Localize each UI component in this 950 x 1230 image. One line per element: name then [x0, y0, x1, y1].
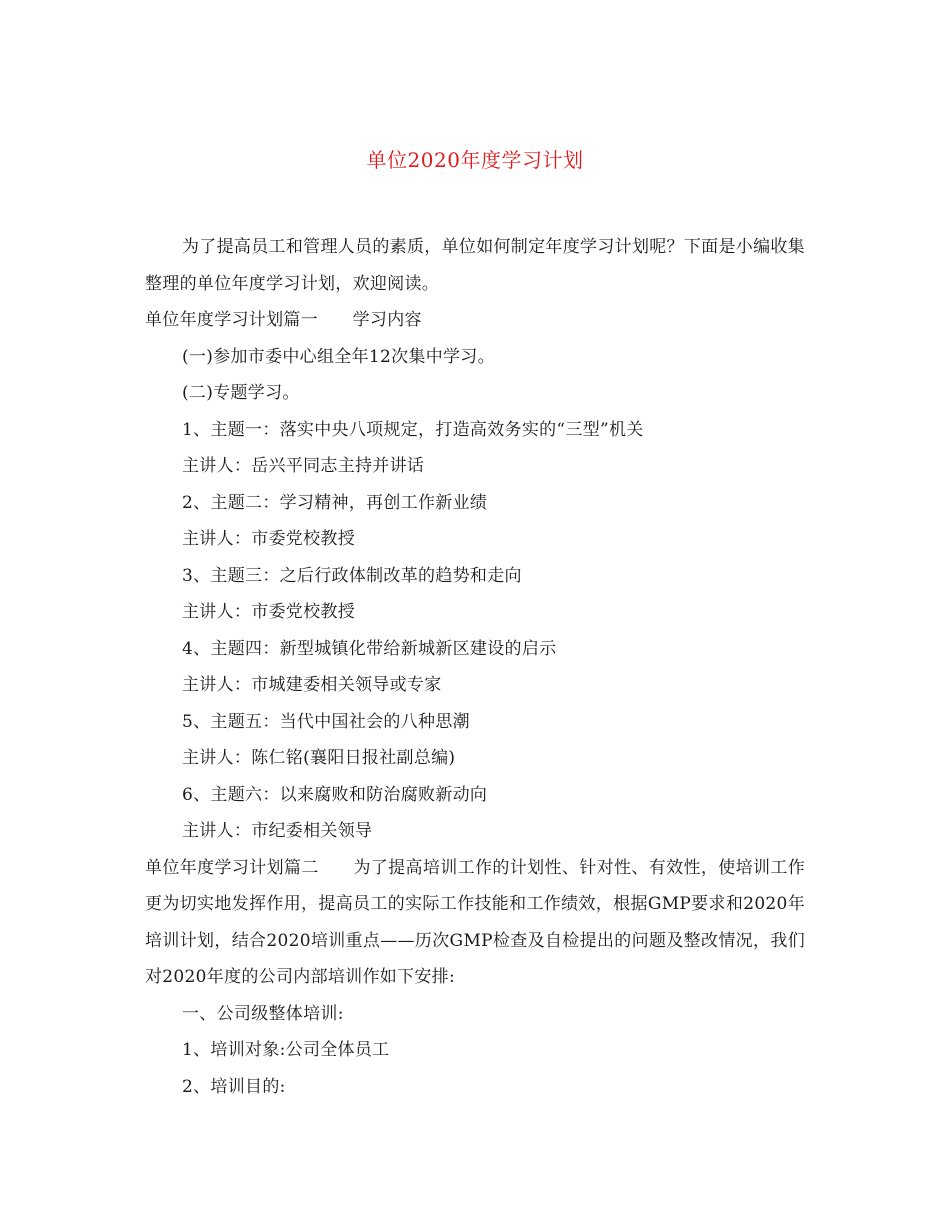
- document-title: 单位2020年度学习计划: [366, 148, 584, 172]
- list-item: 一、公司级整体培训:: [182, 1003, 344, 1024]
- speaker-item: 主讲人：市城建委相关领导或专家: [182, 675, 442, 695]
- document-body: [145, 229, 805, 1105]
- section-heading-part-1: 单位年度学习计划篇一 学习内容: [145, 310, 422, 330]
- speaker-item: 主讲人：市委党校教授: [182, 529, 355, 549]
- topic-item: 4、主题四：新型城镇化带给新城新区建设的启示: [182, 638, 557, 659]
- list-item: (二)专题学习。: [182, 383, 300, 403]
- section-heading-part-2: 单位年度学习计划篇二 为了提高培训工作的计划性、针对性、有效性，使培训工作更为切实地发挥作用，提高员工的实际工作技能和工作绩效，根据GMP要求和2020年培训计划，结合2020培训重点——历次GMP检查及自检提出的问题及整改情况，我们对2020年度的公司内部培训作如下安排:: [145, 857, 805, 987]
- intro-paragraph: 为了提高员工和管理人员的素质，单位如何制定年度学习计划呢？下面是小编收集整理的单位年度学习计划，欢迎阅读。: [145, 237, 805, 294]
- topic-item: 6、主题六：以来腐败和防治腐败新动向: [182, 784, 488, 805]
- topic-item: 1、主题一：落实中央八项规定，打造高效务实的“三型”机关: [182, 419, 644, 440]
- speaker-item: 主讲人：岳兴平同志主持并讲话: [182, 456, 425, 476]
- list-item: 1、培训对象:公司全体员工: [182, 1040, 390, 1060]
- list-item: 2、培训目的:: [182, 1076, 286, 1097]
- topic-item: 5、主题五：当代中国社会的八种思潮: [182, 711, 470, 732]
- list-item: (一)参加市委中心组全年12次集中学习。: [182, 346, 495, 367]
- topic-item: 2、主题二：学习精神，再创工作新业绩: [182, 492, 488, 513]
- speaker-item: 主讲人：市委党校教授: [182, 602, 355, 622]
- speaker-item: 主讲人：市纪委相关领导: [182, 821, 373, 841]
- topic-item: 3、主题三：之后行政体制改革的趋势和走向: [182, 565, 522, 586]
- speaker-item: 主讲人：陈仁铭(襄阳日报社副总编): [182, 748, 456, 768]
